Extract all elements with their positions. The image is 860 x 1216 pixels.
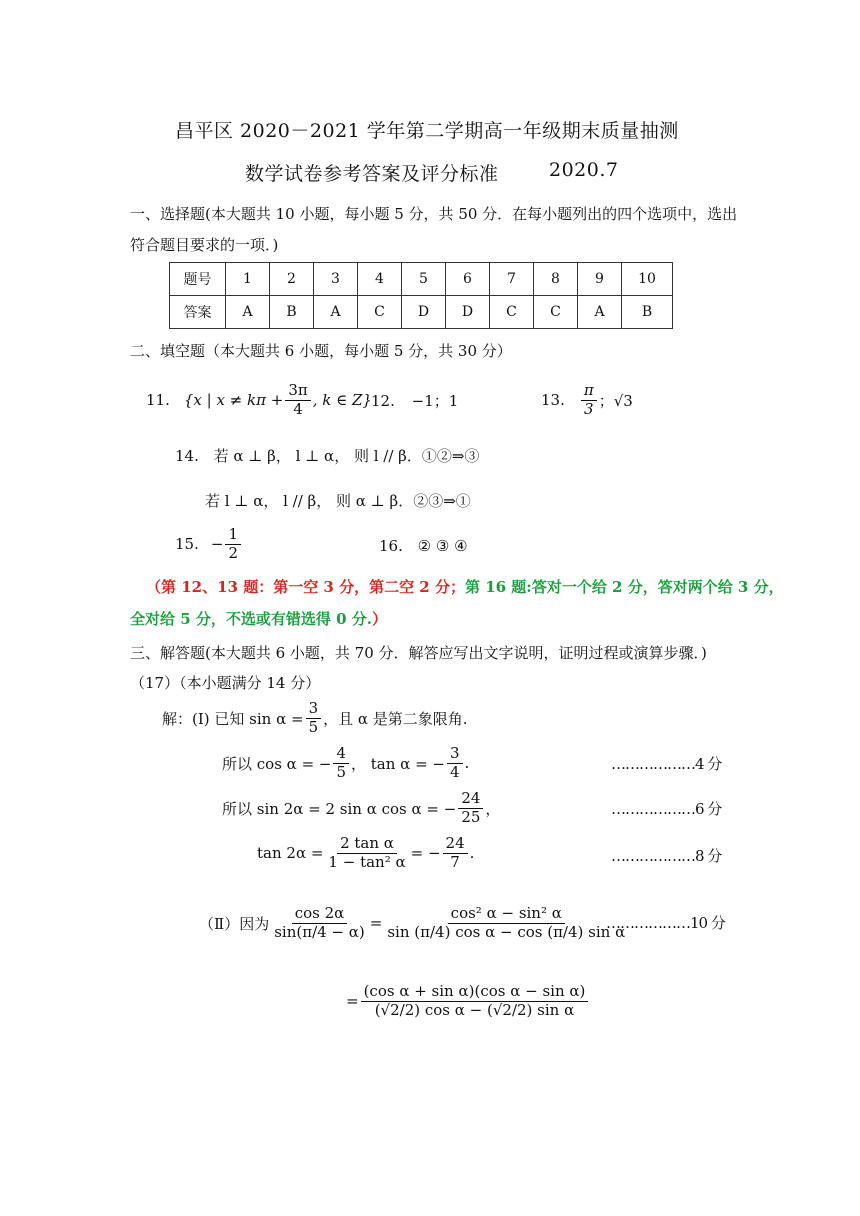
table-row xyxy=(170,296,673,329)
table-cell: C xyxy=(490,296,534,329)
solution-line1 xyxy=(222,741,469,785)
line3-fraction-1 xyxy=(325,835,408,871)
line1-pre: 所以 cos α = − xyxy=(222,754,332,773)
q11-fraction xyxy=(285,382,310,418)
q13-number: 13. xyxy=(541,391,565,409)
q13-fraction xyxy=(581,382,597,418)
line3-score: ………………8 分 xyxy=(611,847,722,865)
part2-f2-den: sin (π/4) cos α − cos (π/4) sin α xyxy=(387,922,626,941)
q15-fraction xyxy=(225,526,241,562)
solution-intro-post: ，且 α 是第二象限角. xyxy=(323,709,468,728)
line3-mid: = − xyxy=(410,844,441,862)
line3-post: . xyxy=(469,844,475,862)
q15-frac-den: 2 xyxy=(228,543,238,562)
line3-f2-num: 24 xyxy=(443,835,468,853)
line1-f2-num: 3 xyxy=(447,745,463,763)
scoring-note-green-2: 全对给 5 分，不选或有错选得 0 分. xyxy=(130,610,372,628)
page-date: 2020.7 xyxy=(549,159,619,181)
solution-line3 xyxy=(257,831,474,875)
q14-number: 14. xyxy=(175,447,199,465)
part2-score: ………………10 分 xyxy=(606,914,725,932)
part2-f1-num: cos 2α xyxy=(292,905,348,923)
line2-f-den: 25 xyxy=(461,807,481,826)
line3-f2-den: 7 xyxy=(450,852,460,871)
line2-pre: 所以 sin 2α = 2 sin α cos α = − xyxy=(222,799,457,818)
line3-f1-den: 1 − tan² α xyxy=(328,852,406,871)
q11-frac-den: 4 xyxy=(293,399,303,418)
part2-fraction-3 xyxy=(361,983,589,1019)
q15 xyxy=(175,522,243,566)
line1-f1-den: 5 xyxy=(336,762,347,781)
line3-pre: tan 2α = xyxy=(257,844,324,862)
table-cell: A xyxy=(578,296,622,329)
solution-intro-frac-den: 5 xyxy=(308,717,319,736)
table-cell: A xyxy=(314,296,358,329)
q11-number: 11. xyxy=(146,391,170,409)
solution-intro xyxy=(162,696,468,740)
table-cell: B xyxy=(622,296,673,329)
table-cell: B xyxy=(270,296,314,329)
q13-frac-num: π xyxy=(581,382,597,400)
page-subtitle: 数学试卷参考答案及评分标准 xyxy=(245,163,499,185)
q16 xyxy=(379,537,468,555)
table-cell: 2 xyxy=(270,263,314,296)
table-cell: 7 xyxy=(490,263,534,296)
table-cell: 8 xyxy=(534,263,578,296)
table-cell: 1 xyxy=(226,263,270,296)
line1-score: ………………4 分 xyxy=(611,755,722,773)
scoring-note-line2 xyxy=(130,608,387,629)
line2-f-num: 24 xyxy=(458,790,483,808)
scoring-note-red-close: ） xyxy=(372,610,388,628)
part2-f3-num: (cos α + sin α)(cos α − sin α) xyxy=(361,983,589,1001)
q13-answer-post: ；√3 xyxy=(598,391,633,410)
q15-number: 15. xyxy=(175,535,199,553)
table-cell: D xyxy=(446,296,490,329)
section1-heading-line2: 符合题目要求的一项．) xyxy=(130,236,279,254)
answer-table xyxy=(169,262,673,329)
line1-fraction-1 xyxy=(333,745,349,781)
solution-line2 xyxy=(222,786,500,830)
q14-answer-1: 若 α ⊥ β， l ⊥ α， 则 l // β．①②⇒③ xyxy=(213,447,480,465)
q11-answer-pre: {x | x ≠ kπ + xyxy=(183,391,284,409)
line2-fraction xyxy=(458,790,483,826)
q15-frac-num: 1 xyxy=(225,526,241,544)
part2-f3-den: (√2/2) cos α − (√2/2) sin α xyxy=(374,1000,575,1019)
solution-intro-frac-num: 3 xyxy=(306,700,322,718)
scoring-note-red: （第 12、13 题：第一空 3 分，第二空 2 分； xyxy=(146,578,465,596)
table-cell: 5 xyxy=(402,263,446,296)
q13 xyxy=(541,380,633,420)
solution-intro-pre: 解：(Ⅰ) 已知 sin α = xyxy=(162,709,304,728)
part2-fraction-2 xyxy=(384,905,628,941)
table-cell: 6 xyxy=(446,263,490,296)
part2-line2 xyxy=(346,976,590,1026)
table-cell: 3 xyxy=(314,263,358,296)
line1-mid: ， tan α = − xyxy=(351,754,445,773)
q11 xyxy=(146,380,372,420)
section1-heading-line1: 一、选择题(本大题共 10 小题，每小题 5 分，共 50 分．在每小题列出的四个选项中，选出 xyxy=(130,205,738,223)
q13-frac-den: 3 xyxy=(584,399,594,418)
scoring-note-green-1: 第 16 题:答对一个给 2 分，答对两个给 3 分， xyxy=(464,578,784,596)
part2-f2-num: cos² α − sin² α xyxy=(448,905,565,923)
part2-f1-den: sin(π/4 − α) xyxy=(274,922,365,941)
q16-number: 16. xyxy=(379,537,403,555)
q15-sign: − xyxy=(210,535,224,553)
line3-f1-num: 2 tan α xyxy=(337,835,397,853)
table-cell: C xyxy=(358,296,402,329)
part2-eq: = xyxy=(369,914,383,932)
line2-post: ， xyxy=(485,799,501,818)
part2-eq2: = xyxy=(346,992,359,1010)
q12-answer: −1；1 xyxy=(411,392,459,410)
line2-score: ………………6 分 xyxy=(611,800,722,818)
q14-line1 xyxy=(175,445,479,466)
q11-answer-post: , k ∈ Z} xyxy=(312,391,372,409)
table-cell: 9 xyxy=(578,263,622,296)
page-title: 昌平区 2020－2021 学年第二学期高一年级期末质量抽测 xyxy=(175,120,679,142)
row-label: 题号 xyxy=(170,263,226,296)
table-cell: 4 xyxy=(358,263,402,296)
scoring-note-line1 xyxy=(146,576,784,597)
q14-line2: 若 l ⊥ α， l // β， 则 α ⊥ β．②③⇒① xyxy=(205,492,471,510)
solution-intro-fraction xyxy=(306,700,322,736)
part2-fraction-1 xyxy=(271,905,368,941)
line3-fraction-2 xyxy=(443,835,468,871)
section3-heading: 三、解答题(本大题共 6 小题，共 70 分．解答应写出文字说明，证明过程或演算步骤．) xyxy=(130,644,707,662)
q16-answer: ② ③ ④ xyxy=(417,537,468,555)
line1-f2-den: 4 xyxy=(450,762,460,781)
row-label: 答案 xyxy=(170,296,226,329)
table-cell: C xyxy=(534,296,578,329)
q11-frac-num: 3π xyxy=(285,382,310,400)
q12-number: 12. xyxy=(371,392,395,410)
section2-heading: 二、填空题（本大题共 6 小题，每小题 5 分，共 30 分） xyxy=(130,342,512,360)
line1-f1-num: 4 xyxy=(333,745,349,763)
q17-title: （17）（本小题满分 14 分） xyxy=(130,674,321,692)
line1-fraction-2 xyxy=(447,745,463,781)
line1-post: . xyxy=(464,754,470,772)
table-row xyxy=(170,263,673,296)
table-cell: 10 xyxy=(622,263,673,296)
part2-line1 xyxy=(199,898,630,948)
q12 xyxy=(371,390,458,411)
part2-pre: （Ⅱ）因为 xyxy=(199,914,270,933)
table-cell: D xyxy=(402,296,446,329)
table-cell: A xyxy=(226,296,270,329)
